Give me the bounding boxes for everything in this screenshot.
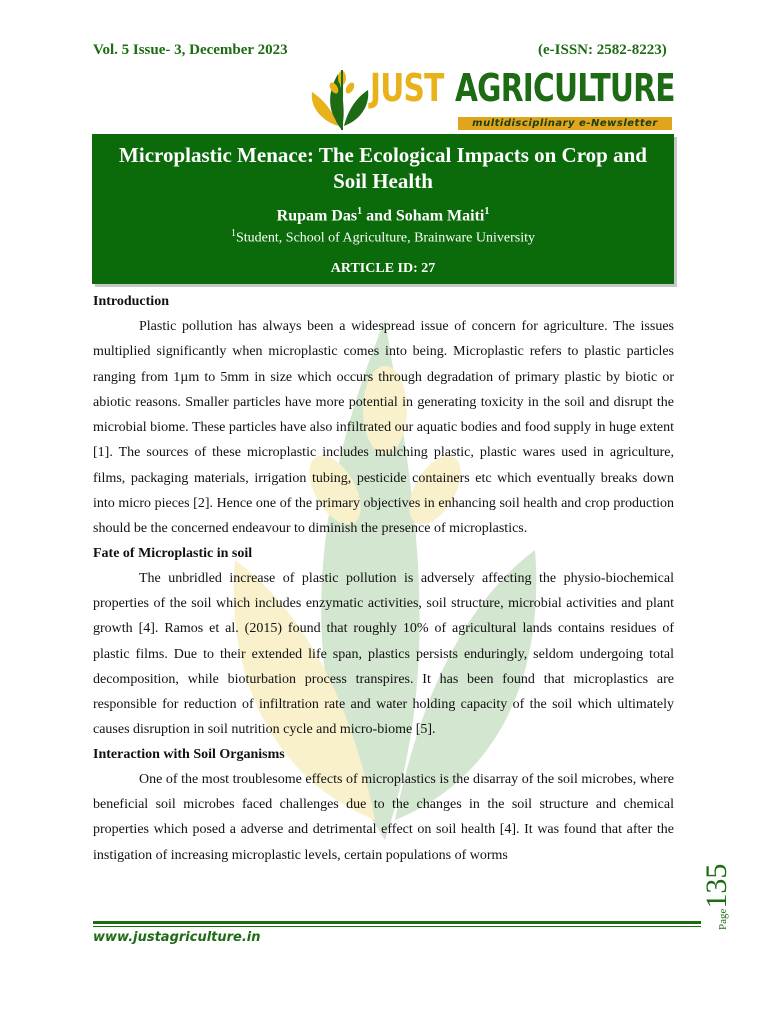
journal-issn: (e-ISSN: 2582-8223): [538, 42, 667, 58]
author-superscript: 1: [357, 206, 363, 217]
logo-tagline: multidisciplinary e-Newsletter: [458, 117, 672, 130]
article-body: [93, 290, 674, 868]
affiliation-text: Student, School of Agriculture, Brainware University: [236, 230, 535, 246]
author-conjunction: and: [362, 207, 396, 225]
affiliation-superscript: 1: [231, 228, 236, 239]
footer-divider-thin: [93, 926, 701, 927]
section-heading-fate: Fate of Microplastic in soil: [93, 545, 253, 561]
wheat-leaf-icon: [308, 64, 374, 132]
journal-volume: Vol. 5 Issue- 3, December 2023: [93, 42, 288, 58]
section-heading-soil-organisms: Interaction with Soil Organisms: [93, 746, 285, 762]
article-id: ARTICLE ID: 27: [330, 261, 436, 276]
just-agriculture-logo: [308, 62, 678, 134]
article-title: Microplastic Menace: The Ecological Impacts on Crop and Soil Health: [119, 143, 647, 193]
author-name: Soham Maiti: [395, 207, 485, 225]
section-paragraph-fate: The unbridled increase of plastic pollution is adversely affecting the physio-biochemical properties of the soil which includes enzymatic activities, soil structure, microbial activities and plant growth [4]. Ramos et al. (2015) found that roughly 10% of agricultural lands contains residues of plastic films. Due to their extended life span, plastics persists enduringly, seldom undergoing total decomposition, while bioturbation process transpires. It has been found that microplastics are responsible for reduction of infiltration rate and water holding capacity of the soil which ultimately causes disruption in soil nutrition cycle and micro-biome [5].: [93, 570, 674, 738]
author-superscript: 1: [484, 206, 490, 217]
author-name: Rupam Das: [276, 207, 358, 225]
page-label: Page: [717, 908, 729, 930]
logo-word-agriculture: AGRICULTURE: [455, 66, 675, 110]
footer-divider: [93, 921, 701, 924]
author-affiliation: [92, 228, 674, 247]
footer-website-link[interactable]: www.justagriculture.in: [93, 930, 261, 945]
section-paragraph-introduction: Plastic pollution has always been a widespread issue of concern for agriculture. The issues multiplied significantly when microplastic comes into being. Microplastic refers to plastic particles ranging from 1µm to 5mm in size which occurs through degradation of primary plastic by biotic or abiotic reasons. Smaller particles have more potential in generating toxicity in the soil and disrupt the microbial biome. These particles have also infiltrated our aquatic bodies and food supply in huge extent [1]. The sources of these microplastic includes mulching plastic, plastic wares used in agriculture, films, packaging materials, irrigation tubing, pesticide containers etc which eventually breaks down into micro pieces [2]. Hence one of the primary objectives in enhancing soil health and crop production should be the concerned endeavour to diminish the presence of microplastics.: [93, 319, 674, 537]
section-heading-introduction: Introduction: [93, 294, 169, 309]
page-number: [700, 864, 734, 930]
article-title-banner: [92, 134, 674, 284]
logo-word-just: JUST: [370, 66, 444, 110]
article-authors: [92, 206, 674, 225]
section-paragraph-soil-organisms: One of the most troublesome effects of microplastics is the disarray of the soil microbes, where beneficial soil microbes faced challenges due to the changes in the soil structure and chemical properties which posed a adverse and detrimental effect on soil health [4]. It was found that after the instigation of increasing microplastic levels, certain populations of worms: [93, 771, 674, 863]
page-number-value: 135: [700, 863, 733, 909]
